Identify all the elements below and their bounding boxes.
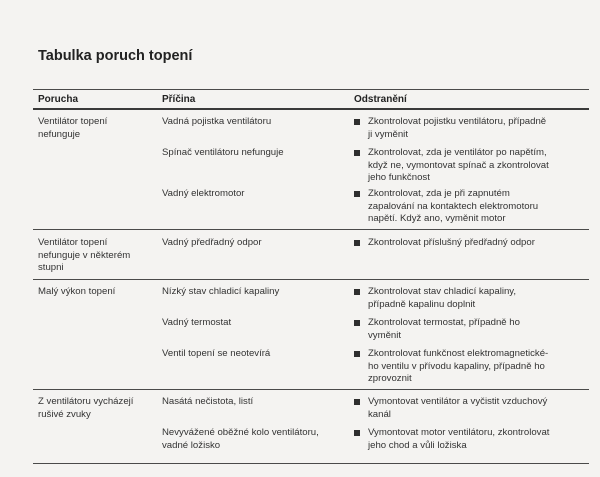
remedy-text: Zkontrolovat, zda je ventilátor po napětím, když ne, vymontovat spínač a zkontrolovat jeho funkčnost	[368, 147, 549, 183]
remedy-text: Zkontrolovat termostat, případně ho vyměnit	[368, 317, 520, 341]
header-rule	[33, 108, 589, 110]
bullet-icon	[354, 351, 360, 357]
remedy-item	[354, 116, 598, 141]
cause-cell: Spínač ventilátoru nefunguje	[162, 147, 284, 158]
bullet-icon	[354, 320, 360, 326]
bullet-icon	[354, 399, 360, 405]
bullet-icon	[354, 119, 360, 125]
cause-cell: Nízký stav chladicí kapaliny	[162, 286, 280, 297]
cause-cell: Vadný elektromotor	[162, 188, 245, 199]
remedy-text: Vymontovat motor ventilátoru, zkontrolovat jeho chod a vůli ložiska	[368, 427, 550, 451]
bullet-icon	[354, 289, 360, 295]
remedy-item	[354, 188, 598, 226]
remedy-item	[354, 427, 598, 452]
remedy-item	[354, 147, 598, 185]
cause-cell: Nevyvážené oběžné kolo ventilátoru, vadné ložisko	[162, 427, 319, 451]
table-top-rule	[33, 89, 589, 90]
remedy-text: Zkontrolovat stav chladicí kapaliny, případně kapalinu doplnit	[368, 286, 517, 310]
remedy-item	[354, 286, 598, 311]
fault-cell: Malý výkon topení	[38, 286, 116, 297]
row-divider	[33, 279, 589, 280]
fault-cell: Ventilátor topení nefunguje	[38, 116, 108, 140]
bullet-icon	[354, 240, 360, 246]
remedy-text: Zkontrolovat funkčnost elektromagnetické- ho ventilu v přívodu kapaliny, případně ho zprovoznit	[368, 348, 549, 384]
remedy-item	[354, 348, 598, 386]
bullet-icon	[354, 150, 360, 156]
header-fault: Porucha	[38, 94, 79, 105]
fault-cell: Ventilátor topení nefunguje v některém stupni	[38, 237, 131, 273]
cause-cell: Vadná pojistka ventilátoru	[162, 116, 272, 127]
cause-cell: Vadný termostat	[162, 317, 232, 328]
header-cause: Příčina	[162, 94, 196, 105]
cause-cell: Vadný předřadný odpor	[162, 237, 262, 248]
header-remedy: Odstranění	[354, 94, 407, 105]
remedy-text: Zkontrolovat, zda je při zapnutém zapalování na kontaktech elektromotoru napětí. Když ano, vyměnit motor	[368, 188, 539, 224]
fault-cell: Z ventilátoru vycházejí rušivé zvuky	[38, 396, 134, 420]
remedy-item	[354, 396, 598, 421]
cause-cell: Ventil topení se neotevírá	[162, 348, 271, 359]
page-title: Tabulka poruch topení	[38, 48, 193, 64]
row-divider	[33, 389, 589, 390]
row-divider	[33, 229, 589, 230]
table-bottom-rule	[33, 463, 589, 464]
remedy-item	[354, 237, 598, 250]
remedy-text: Vymontovat ventilátor a vyčistit vzduchový kanál	[368, 396, 548, 420]
bullet-icon	[354, 191, 360, 197]
remedy-text: Zkontrolovat pojistku ventilátoru, případně ji vyměnit	[368, 116, 547, 140]
bullet-icon	[354, 430, 360, 436]
remedy-text: Zkontrolovat příslušný předřadný odpor	[368, 237, 535, 248]
cause-cell: Nasátá nečistota, listí	[162, 396, 254, 407]
remedy-item	[354, 317, 598, 342]
